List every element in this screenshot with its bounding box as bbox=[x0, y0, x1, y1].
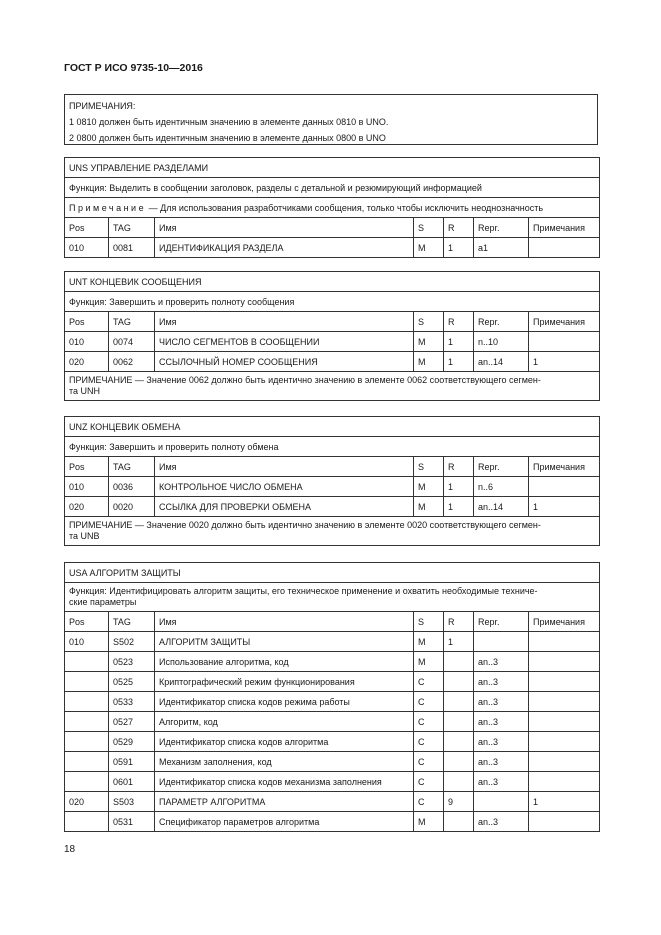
cell-tag: S502 bbox=[109, 632, 155, 652]
cell-pos: 010 bbox=[65, 477, 109, 497]
segment-function bbox=[65, 583, 600, 612]
col-r: R bbox=[444, 612, 474, 632]
col-name: Имя bbox=[155, 218, 414, 238]
cell-pos bbox=[65, 812, 109, 832]
cell-tag: 0591 bbox=[109, 752, 155, 772]
cell-name: ИДЕНТИФИКАЦИЯ РАЗДЕЛА bbox=[155, 238, 414, 258]
cell-name: Алгоритм, код bbox=[155, 712, 414, 732]
cell-name: ССЫЛКА ДЛЯ ПРОВЕРКИ ОБМЕНА bbox=[155, 497, 414, 517]
cell-s: M bbox=[414, 332, 444, 352]
segment-table-usa bbox=[64, 562, 600, 832]
cell-pos: 010 bbox=[65, 238, 109, 258]
cell-pos bbox=[65, 692, 109, 712]
col-r: R bbox=[444, 218, 474, 238]
cell-note: 1 bbox=[529, 792, 600, 812]
cell-tag: S503 bbox=[109, 792, 155, 812]
cell-s: M bbox=[414, 652, 444, 672]
notes-line-2: 2 0800 должен быть идентичным значению в элементе данных 0800 в UNO bbox=[69, 133, 386, 143]
table-row bbox=[65, 672, 600, 692]
col-s: S bbox=[414, 312, 444, 332]
col-pos: Pos bbox=[65, 457, 109, 477]
cell-pos: 010 bbox=[65, 332, 109, 352]
cell-name: КОНТРОЛЬНОЕ ЧИСЛО ОБМЕНА bbox=[155, 477, 414, 497]
cell-s: M bbox=[414, 812, 444, 832]
cell-s: M bbox=[414, 477, 444, 497]
cell-note bbox=[529, 477, 600, 497]
col-s: S bbox=[414, 612, 444, 632]
segment-function: Функция: Завершить и проверить полноту обмена bbox=[65, 437, 600, 457]
col-repr: Repr. bbox=[474, 612, 529, 632]
cell-note bbox=[529, 652, 600, 672]
cell-note bbox=[529, 332, 600, 352]
cell-repr: an..3 bbox=[474, 652, 529, 672]
table-row bbox=[65, 732, 600, 752]
col-repr: Repr. bbox=[474, 218, 529, 238]
col-name: Имя bbox=[155, 312, 414, 332]
col-r: R bbox=[444, 457, 474, 477]
col-pos: Pos bbox=[65, 312, 109, 332]
cell-tag: 0531 bbox=[109, 812, 155, 832]
col-s: S bbox=[414, 218, 444, 238]
cell-repr: an..3 bbox=[474, 812, 529, 832]
col-note: Примечания bbox=[529, 457, 600, 477]
cell-r bbox=[444, 752, 474, 772]
col-r: R bbox=[444, 312, 474, 332]
table-header-row bbox=[65, 457, 600, 477]
cell-repr: a1 bbox=[474, 238, 529, 258]
cell-r bbox=[444, 772, 474, 792]
note-line-1: ПРИМЕЧАНИЕ — Значение 0062 должно быть идентично значению в элементе 0062 соответствующего сегмен- bbox=[69, 375, 541, 385]
cell-repr: an..3 bbox=[474, 752, 529, 772]
cell-pos bbox=[65, 732, 109, 752]
cell-name: Идентификатор списка кодов режима работы bbox=[155, 692, 414, 712]
cell-name: Механизм заполнения, код bbox=[155, 752, 414, 772]
cell-repr: an..3 bbox=[474, 732, 529, 752]
segment-title: UNT КОНЦЕВИК СООБЩЕНИЯ bbox=[65, 272, 600, 292]
table-row bbox=[65, 692, 600, 712]
note-line-2: та UNH bbox=[69, 386, 101, 396]
table-row bbox=[65, 497, 600, 517]
cell-pos bbox=[65, 752, 109, 772]
col-tag: TAG bbox=[109, 612, 155, 632]
table-row bbox=[65, 632, 600, 652]
cell-s: C bbox=[414, 712, 444, 732]
table-row bbox=[65, 238, 600, 258]
cell-repr: n..6 bbox=[474, 477, 529, 497]
cell-tag: 0525 bbox=[109, 672, 155, 692]
cell-note: 1 bbox=[529, 352, 600, 372]
cell-note bbox=[529, 692, 600, 712]
cell-name: ЧИСЛО СЕГМЕНТОВ В СООБЩЕНИИ bbox=[155, 332, 414, 352]
note-text: — Для использования разработчиками сообщения, только чтобы исключить неоднозначность bbox=[146, 202, 544, 213]
col-s: S bbox=[414, 457, 444, 477]
cell-note bbox=[529, 712, 600, 732]
cell-repr: an..3 bbox=[474, 672, 529, 692]
notes-title: ПРИМЕЧАНИЯ: bbox=[69, 101, 136, 111]
cell-r: 1 bbox=[444, 497, 474, 517]
col-note: Примечания bbox=[529, 612, 600, 632]
cell-s: C bbox=[414, 732, 444, 752]
table-row bbox=[65, 772, 600, 792]
col-note: Примечания bbox=[529, 312, 600, 332]
cell-tag: 0036 bbox=[109, 477, 155, 497]
cell-r: 1 bbox=[444, 238, 474, 258]
cell-tag: 0062 bbox=[109, 352, 155, 372]
cell-tag: 0523 bbox=[109, 652, 155, 672]
cell-repr bbox=[474, 792, 529, 812]
table-header-row bbox=[65, 312, 600, 332]
cell-note bbox=[529, 632, 600, 652]
cell-note bbox=[529, 238, 600, 258]
cell-note bbox=[529, 812, 600, 832]
cell-r: 1 bbox=[444, 352, 474, 372]
cell-s: M bbox=[414, 497, 444, 517]
segment-table-unt bbox=[64, 271, 600, 401]
segment-note bbox=[65, 517, 600, 546]
cell-tag: 0533 bbox=[109, 692, 155, 712]
notes-line-1: 1 0810 должен быть идентичным значению в элементе данных 0810 в UNO. bbox=[69, 117, 389, 127]
cell-tag: 0020 bbox=[109, 497, 155, 517]
cell-name: Использование алгоритма, код bbox=[155, 652, 414, 672]
table-row bbox=[65, 792, 600, 812]
table-row bbox=[65, 712, 600, 732]
cell-tag: 0527 bbox=[109, 712, 155, 732]
table-row bbox=[65, 332, 600, 352]
cell-repr bbox=[474, 632, 529, 652]
col-pos: Pos bbox=[65, 612, 109, 632]
table-row bbox=[65, 752, 600, 772]
col-tag: TAG bbox=[109, 218, 155, 238]
cell-note bbox=[529, 752, 600, 772]
cell-pos: 020 bbox=[65, 792, 109, 812]
table-row bbox=[65, 352, 600, 372]
segment-title: UNS УПРАВЛЕНИЕ РАЗДЕЛАМИ bbox=[65, 158, 600, 178]
cell-s: M bbox=[414, 352, 444, 372]
segment-title: UNZ КОНЦЕВИК ОБМЕНА bbox=[65, 417, 600, 437]
cell-r: 1 bbox=[444, 632, 474, 652]
cell-r bbox=[444, 672, 474, 692]
cell-tag: 0529 bbox=[109, 732, 155, 752]
cell-r bbox=[444, 652, 474, 672]
cell-tag: 0601 bbox=[109, 772, 155, 792]
segment-function: Функция: Завершить и проверить полноту сообщения bbox=[65, 292, 600, 312]
cell-name: АЛГОРИТМ ЗАЩИТЫ bbox=[155, 632, 414, 652]
table-row bbox=[65, 477, 600, 497]
cell-name: Идентификатор списка кодов алгоритма bbox=[155, 732, 414, 752]
cell-note bbox=[529, 772, 600, 792]
segment-function: Функция: Выделить в сообщении заголовок, разделы с детальной и резюмирующий информацией bbox=[65, 178, 600, 198]
col-pos: Pos bbox=[65, 218, 109, 238]
col-tag: TAG bbox=[109, 457, 155, 477]
cell-repr: an..14 bbox=[474, 352, 529, 372]
cell-r bbox=[444, 692, 474, 712]
cell-pos: 010 bbox=[65, 632, 109, 652]
cell-name: ПАРАМЕТР АЛГОРИТМА bbox=[155, 792, 414, 812]
note-line-1: ПРИМЕЧАНИЕ — Значение 0020 должно быть идентично значению в элементе 0020 соответствующего сегмен- bbox=[69, 520, 541, 530]
cell-s: C bbox=[414, 772, 444, 792]
table-row bbox=[65, 812, 600, 832]
cell-s: C bbox=[414, 752, 444, 772]
cell-r: 9 bbox=[444, 792, 474, 812]
cell-s: C bbox=[414, 792, 444, 812]
cell-repr: n..10 bbox=[474, 332, 529, 352]
table-header-row bbox=[65, 612, 600, 632]
note-line-2: та UNB bbox=[69, 531, 100, 541]
cell-r bbox=[444, 812, 474, 832]
cell-pos bbox=[65, 772, 109, 792]
segment-note bbox=[65, 372, 600, 401]
col-tag: TAG bbox=[109, 312, 155, 332]
function-line-1: Функция: Идентифицировать алгоритм защиты, его техническое применение и охватить необходимые техниче- bbox=[69, 586, 538, 596]
function-line-2: ские параметры bbox=[69, 597, 137, 607]
cell-name: Спецификатор параметров алгоритма bbox=[155, 812, 414, 832]
cell-r bbox=[444, 712, 474, 732]
cell-name: Идентификатор списка кодов механизма заполнения bbox=[155, 772, 414, 792]
col-repr: Repr. bbox=[474, 312, 529, 332]
cell-s: M bbox=[414, 238, 444, 258]
segment-note bbox=[65, 198, 600, 218]
cell-tag: 0074 bbox=[109, 332, 155, 352]
table-row bbox=[65, 652, 600, 672]
cell-r: 1 bbox=[444, 477, 474, 497]
col-note: Примечания bbox=[529, 218, 600, 238]
cell-repr: an..3 bbox=[474, 692, 529, 712]
page-number: 18 bbox=[64, 844, 76, 855]
col-name: Имя bbox=[155, 612, 414, 632]
col-name: Имя bbox=[155, 457, 414, 477]
cell-r: 1 bbox=[444, 332, 474, 352]
cell-repr: an..3 bbox=[474, 712, 529, 732]
cell-repr: an..14 bbox=[474, 497, 529, 517]
cell-note: 1 bbox=[529, 497, 600, 517]
cell-pos bbox=[65, 712, 109, 732]
table-header-row bbox=[65, 218, 600, 238]
cell-name: ССЫЛОЧНЫЙ НОМЕР СООБЩЕНИЯ bbox=[155, 352, 414, 372]
cell-pos bbox=[65, 652, 109, 672]
cell-s: C bbox=[414, 692, 444, 712]
notes-box bbox=[64, 94, 598, 145]
cell-note bbox=[529, 732, 600, 752]
cell-r bbox=[444, 732, 474, 752]
cell-pos: 020 bbox=[65, 352, 109, 372]
cell-pos: 020 bbox=[65, 497, 109, 517]
segment-table-unz bbox=[64, 416, 600, 546]
cell-s: M bbox=[414, 632, 444, 652]
segment-table-uns bbox=[64, 157, 600, 258]
col-repr: Repr. bbox=[474, 457, 529, 477]
note-word: Примечание bbox=[69, 202, 147, 213]
segment-title: USA АЛГОРИТМ ЗАЩИТЫ bbox=[65, 563, 600, 583]
cell-note bbox=[529, 672, 600, 692]
cell-repr: an..3 bbox=[474, 772, 529, 792]
document-header: ГОСТ Р ИСО 9735-10—2016 bbox=[64, 62, 203, 74]
cell-name: Криптографический режим функционирования bbox=[155, 672, 414, 692]
cell-pos bbox=[65, 672, 109, 692]
cell-tag: 0081 bbox=[109, 238, 155, 258]
cell-s: C bbox=[414, 672, 444, 692]
